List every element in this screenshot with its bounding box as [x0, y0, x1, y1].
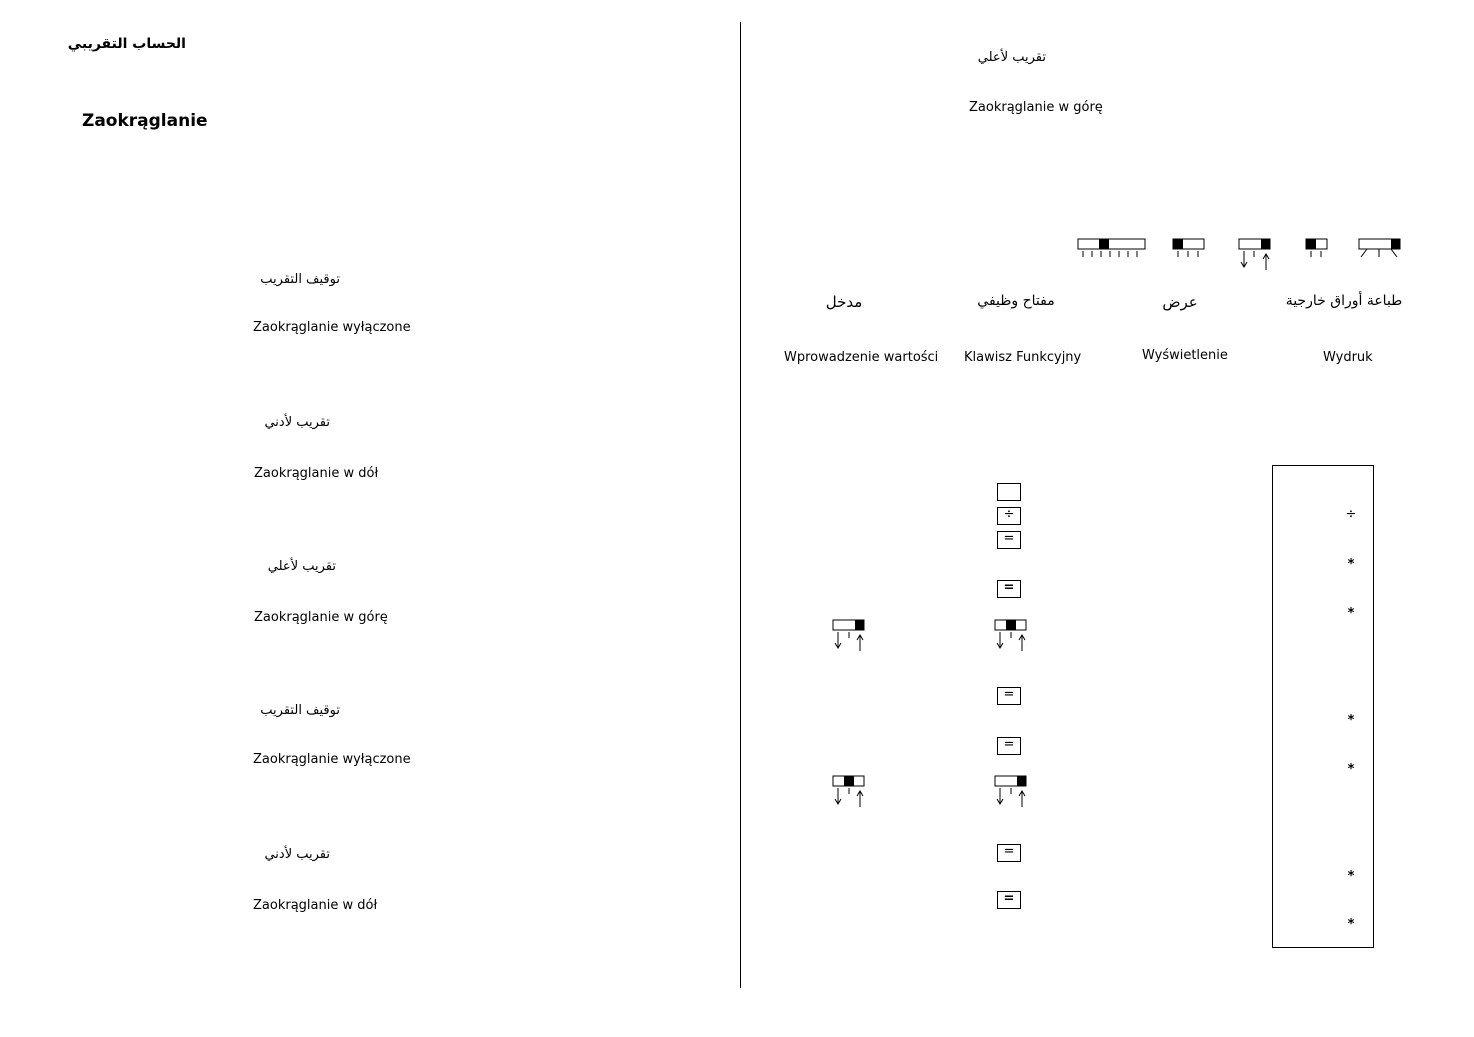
printout-divide-symbol: ÷ [1345, 507, 1357, 522]
column-header-entry: Wprowadzenie wartości [784, 350, 939, 365]
equals-key: = [997, 531, 1021, 549]
section-heading: Zaokrąglanie w górę [969, 100, 1103, 115]
mode-4-label-ar: توقيف التقريب [260, 703, 340, 718]
printout-total-symbol: * [1347, 762, 1355, 777]
printout-total-symbol: * [1347, 557, 1355, 572]
printout-total-symbol: * [1347, 869, 1355, 884]
equals-key: = [997, 580, 1021, 598]
column-header-function-key-ar: مفتاح وظيفي [977, 293, 1055, 309]
equals-key: = [997, 737, 1021, 755]
equals-key: = [997, 687, 1021, 705]
decimal-switch-icon [1305, 238, 1329, 260]
equals-key: = [997, 891, 1021, 909]
blank-key [997, 483, 1021, 501]
printout-total-symbol: * [1347, 917, 1355, 932]
rounding-off-switch-icon [994, 619, 1028, 653]
mode-2-label-pl: Zaokrąglanie w dół [254, 466, 379, 481]
mode-1-label-ar: توقيف التقريب [260, 272, 340, 287]
keyboard-slider-icon [1077, 238, 1147, 260]
mode-3-label-pl: Zaokrąglanie w górę [254, 610, 388, 625]
page-title: Zaokrąglanie [82, 111, 208, 131]
rounding-up-switch-icon [994, 775, 1028, 809]
printout-tape [1272, 465, 1374, 948]
rounding-up-switch-icon [832, 619, 866, 653]
print-switch-icon [1358, 238, 1402, 260]
section-heading-arabic: تقريب لأعلي [977, 50, 1046, 65]
function-switch-icon [1172, 238, 1206, 260]
column-header-function-key: Klawisz Funkcyjny [964, 350, 1082, 365]
mode-2-label-ar: تقريب لأدني [264, 415, 330, 430]
equals-key: = [997, 844, 1021, 862]
printout-total-symbol: * [1347, 606, 1355, 621]
page-title-arabic: الحساب التقريبي [67, 36, 186, 52]
column-header-entry-ar: مدخل [825, 293, 863, 311]
mode-4-label-pl: Zaokrąglanie wyłączone [253, 752, 411, 767]
column-header-printout: Wydruk [1323, 350, 1373, 365]
divide-key: ÷ [997, 507, 1021, 525]
column-header-printout-ar: طباعة أوراق خارجية [1285, 293, 1403, 309]
mode-5-label-ar: تقريب لأدني [264, 847, 330, 862]
rounding-switch-icon [1238, 238, 1272, 272]
mode-3-label-ar: تقريب لأعلي [267, 559, 336, 574]
page-divider [740, 22, 741, 988]
rounding-off-switch-icon [832, 775, 866, 809]
mode-1-label-pl: Zaokrąglanie wyłączone [253, 320, 411, 335]
column-header-display-ar: عرض [1162, 293, 1198, 311]
column-header-display: Wyświetlenie [1142, 348, 1228, 363]
printout-total-symbol: * [1347, 713, 1355, 728]
mode-5-label-pl: Zaokrąglanie w dół [253, 898, 378, 913]
